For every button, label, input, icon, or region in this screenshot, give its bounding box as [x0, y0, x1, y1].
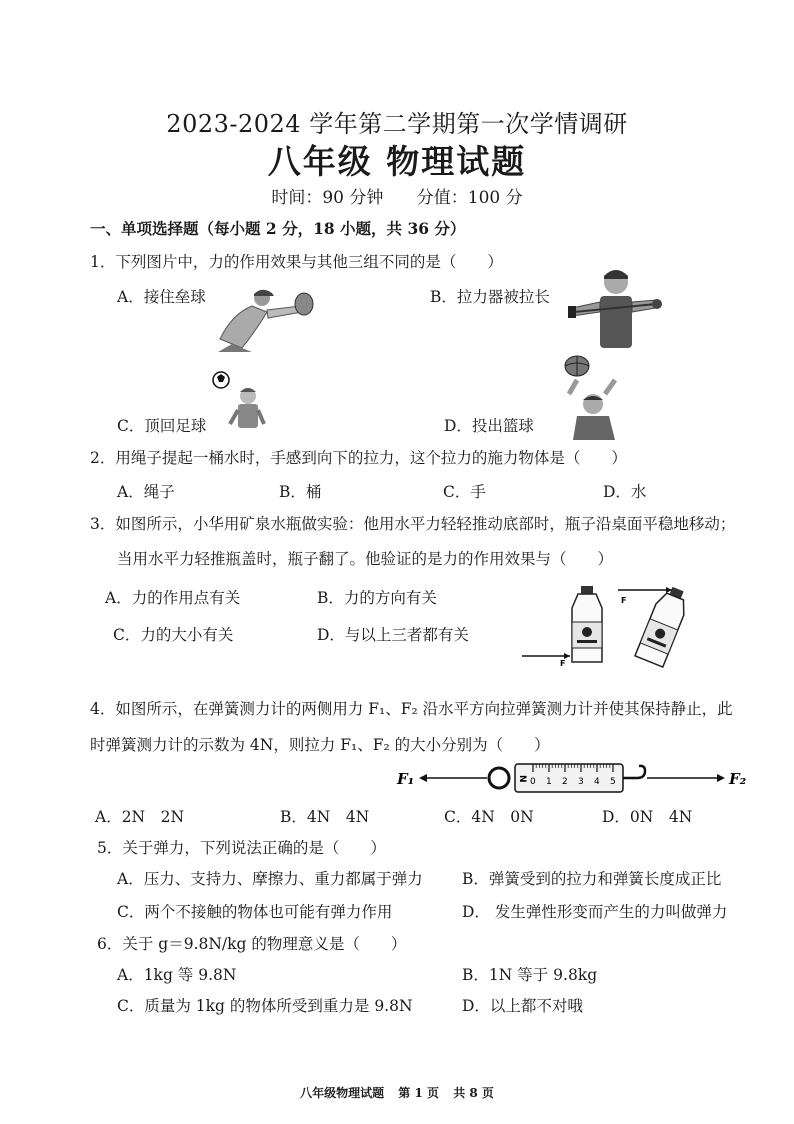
- question-5-option-c: C．两个不接触的物体也可能有弹力作用: [117, 903, 393, 921]
- footer-total-pages: 共 8 页: [453, 1086, 494, 1100]
- scale-hook: [623, 766, 645, 778]
- question-1-stem: 1．下列图片中，力的作用效果与其他三组不同的是（ ）: [90, 253, 503, 271]
- scale-tick-label: 3: [578, 777, 584, 787]
- page-footer: [0, 1084, 794, 1101]
- tilted-bottle: [635, 584, 692, 668]
- question-2-option-b: B．桶: [279, 483, 322, 501]
- heading-football-illustration: [208, 370, 268, 436]
- question-6-option-b: B．1N 等于 9.8kg: [462, 966, 598, 984]
- exam-score: 分值：100 分: [416, 188, 523, 208]
- bottom-force-label: F: [560, 659, 566, 668]
- question-4-option-b: B．4N 4N: [280, 808, 370, 826]
- section-heading: 一、单项选择题（每小题 2 分，18 小题，共 36 分）: [90, 219, 466, 238]
- question-2-option-c: C．手: [443, 483, 486, 501]
- question-6-option-a: A．1kg 等 9.8N: [117, 966, 237, 984]
- exam-time: 时间：90 分钟: [271, 188, 384, 208]
- question-6-option-d: D．以上都不对哦: [462, 997, 583, 1015]
- scale-tick-label: 2: [562, 777, 568, 787]
- question-3-option-c: C．力的大小有关: [113, 626, 234, 644]
- question-6-option-c: C．质量为 1kg 的物体所受到重力是 9.8N: [117, 997, 413, 1015]
- scale-tick-label: 5: [610, 777, 616, 787]
- expander-illustration: [568, 262, 663, 348]
- question-5-stem: 5．关于弹力，下列说法正确的是（ ）: [97, 839, 386, 857]
- question-1-option-c: C．顶回足球: [117, 417, 207, 435]
- question-4-option-a: A．2N 2N: [95, 808, 185, 826]
- bottle-experiment-figure: [522, 584, 697, 666]
- question-2-option-a: A．绳子: [117, 483, 175, 501]
- top-force-label: F: [621, 596, 627, 605]
- question-4-option-c: C．4N 0N: [444, 808, 534, 826]
- question-4-stem-line2: 时弹簧测力计的示数为 4N，则拉力 F₁、F₂ 的大小分别为（ ）: [90, 736, 550, 754]
- catch-ball-illustration: [212, 284, 317, 354]
- scale-tick-label: 4: [594, 777, 600, 787]
- throw-basketball-illustration: [555, 354, 635, 440]
- question-2-stem: 2．用绳子提起一桶水时，手感到向下的拉力，这个拉力的施力物体是（ ）: [90, 449, 627, 467]
- question-1-option-b: B．拉力器被拉长: [430, 288, 550, 306]
- force-f2-label: F₂: [729, 770, 747, 788]
- scale-tick-label: 0: [530, 777, 536, 787]
- spring-scale-figure: [397, 758, 752, 798]
- question-3-option-d: D．与以上三者都有关: [317, 626, 469, 644]
- question-3-stem-line1: 3．如图所示，小华用矿泉水瓶做实验：他用水平力轻轻推动底部时，瓶子沿桌面平稳地移动；: [90, 515, 736, 533]
- question-2-option-d: D．水: [603, 483, 647, 501]
- question-1-option-a: A．接住垒球: [117, 288, 206, 306]
- question-5-option-d: D． 发生弹性形变而产生的力叫做弹力: [462, 903, 728, 921]
- force-f1-label: F₁: [397, 770, 415, 788]
- footer-subject: 八年级物理试题: [300, 1086, 385, 1100]
- question-5-option-b: B．弹簧受到的拉力和弹簧长度成正比: [462, 870, 722, 888]
- upright-bottle: [572, 586, 602, 662]
- exam-title-line1: 2023-2024 学年第二学期第一次学情调研: [166, 110, 628, 138]
- footer-page-number: 第 1 页: [398, 1086, 439, 1100]
- question-6-stem: 6．关于 g＝9.8N/kg 的物理意义是（ ）: [97, 935, 407, 953]
- question-4-stem-line1: 4．如图所示，在弹簧测力计的两侧用力 F₁、F₂ 沿水平方向拉弹簧测力计并使其保持静止，此: [90, 700, 733, 718]
- question-5-option-a: A．压力、支持力、摩擦力、重力都属于弹力: [117, 870, 423, 888]
- scale-ring: [489, 768, 509, 788]
- question-3-option-b: B．力的方向有关: [317, 589, 437, 607]
- question-3-option-a: A．力的作用点有关: [105, 589, 241, 607]
- question-4-option-d: D．0N 4N: [602, 808, 693, 826]
- scale-tick-label: 1: [546, 777, 552, 787]
- exam-info: [0, 183, 794, 208]
- scale-unit: N: [517, 775, 527, 783]
- question-1-option-d: D．投出篮球: [444, 417, 534, 435]
- question-3-stem-line2: 当用水平力轻推瓶盖时，瓶子翻了。他验证的是力的作用效果与（ ）: [117, 550, 614, 568]
- exam-title-line2: 八年级 物理试题: [267, 142, 527, 181]
